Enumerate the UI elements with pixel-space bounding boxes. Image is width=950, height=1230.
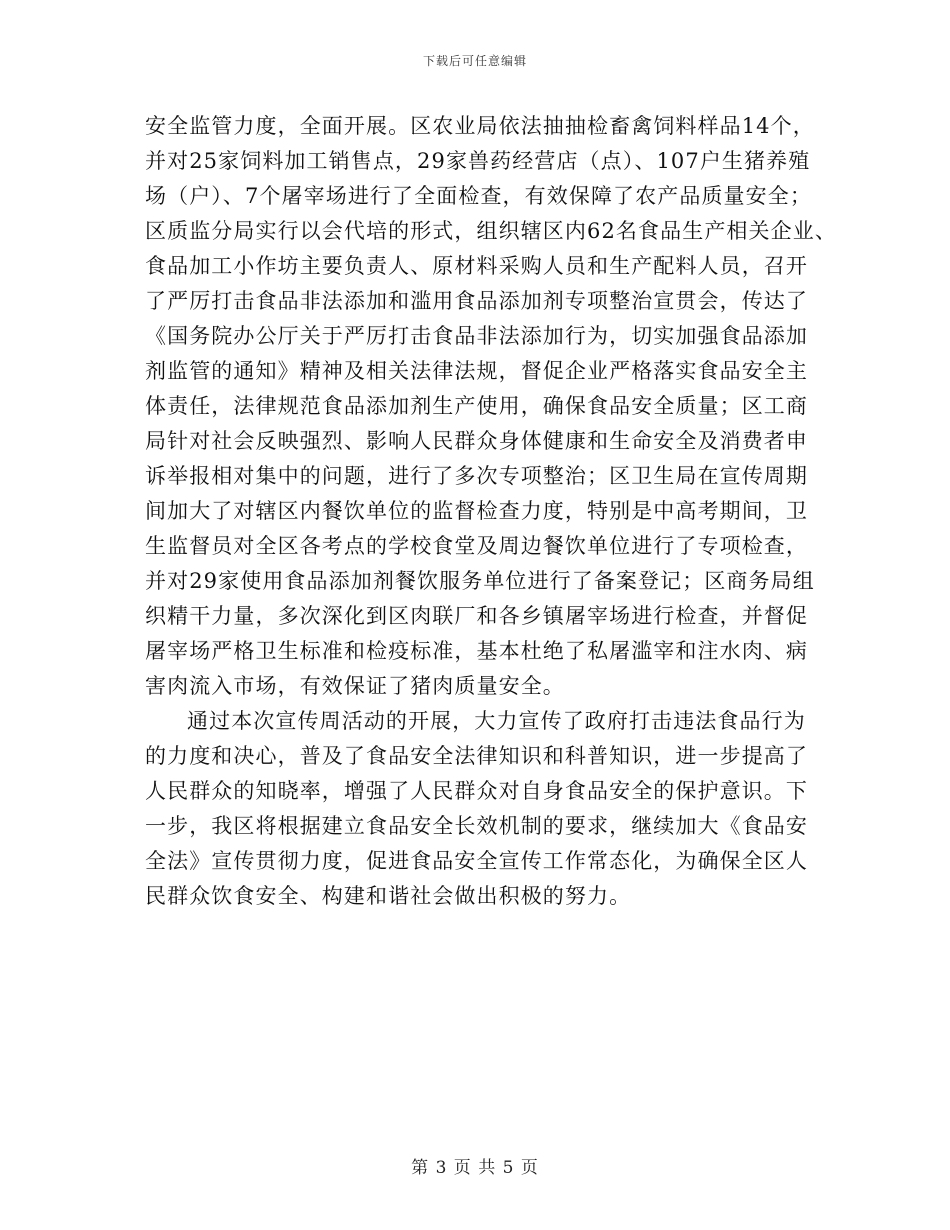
text-line: 了严厉打击食品非法添加和滥用食品添加剂专项整治宣贯会，传达了 [145, 289, 808, 313]
text-line: 生监督员对全区各考点的学校食堂及周边餐饮单位进行了专项检查， [145, 534, 808, 558]
text-line: 通过本次宣传周活动的开展，大力宣传了政府打击违法食品行为 [187, 709, 806, 733]
text-line: 食品加工小作坊主要负责人、原材料采购人员和生产配料人员，召开 [145, 254, 808, 278]
text-line: 一步，我区将根据建立食品安全长效机制的要求，继续加大《食品安 [145, 814, 808, 838]
text-line: 体责任，法律规范食品添加剂生产使用，确保食品安全质量；区工商 [145, 394, 808, 418]
page-number-footer: 第 3 页 共 5 页 [411, 1158, 539, 1178]
text-line: 民群众饮食安全、构建和谐社会做出积极的努力。 [145, 884, 632, 908]
paragraph-2 [145, 704, 810, 914]
text-line: 剂监管的通知》精神及相关法律法规，督促企业严格落实食品安全主 [145, 359, 808, 383]
document-body [145, 109, 837, 914]
text-line: 场（户）、7个屠宰场进行了全面检查，有效保障了农产品质量安全； [145, 184, 812, 208]
text-line: 人民群众的知晓率，增强了人民群众对自身食品安全的保护意识。下 [145, 779, 808, 803]
text-line: 区质监分局实行以会代培的形式，组织辖区内62名食品生产相关企业、 [145, 219, 837, 243]
paragraph-1 [145, 109, 837, 704]
text-line: 诉举报相对集中的问题，进行了多次专项整治；区卫生局在宣传周期 [145, 464, 808, 488]
text-line: 并对25家饲料加工销售点，29家兽药经营店（点）、107户生猪养殖 [145, 149, 811, 173]
text-line: 局针对社会反映强烈、影响人民群众身体健康和生命安全及消费者申 [145, 429, 808, 453]
page-header: 下载后可任意编辑 [422, 54, 527, 68]
text-line: 间加大了对辖区内餐饮单位的监督检查力度，特别是中高考期间，卫 [145, 499, 808, 523]
text-line: 的力度和决心，普及了食品安全法律知识和科普知识，进一步提高了 [145, 744, 808, 768]
text-line: 害肉流入市场，有效保证了猪肉质量安全。 [145, 674, 565, 698]
text-line: 屠宰场严格卫生标准和检疫标准，基本杜绝了私屠滥宰和注水肉、病 [145, 639, 808, 663]
text-line: 全法》宣传贯彻力度，促进食品安全宣传工作常态化，为确保全区人 [145, 849, 808, 873]
text-line: 织精干力量，多次深化到区肉联厂和各乡镇屠宰场进行检查，并督促 [145, 604, 808, 628]
text-line: 并对29家使用食品添加剂餐饮服务单位进行了备案登记；区商务局组 [145, 569, 815, 593]
text-line: 安全监管力度，全面开展。区农业局依法抽抽检畜禽饲料样品14个， [145, 114, 815, 138]
text-line: 《国务院办公厅关于严厉打击食品非法添加行为，切实加强食品添加 [145, 324, 808, 348]
